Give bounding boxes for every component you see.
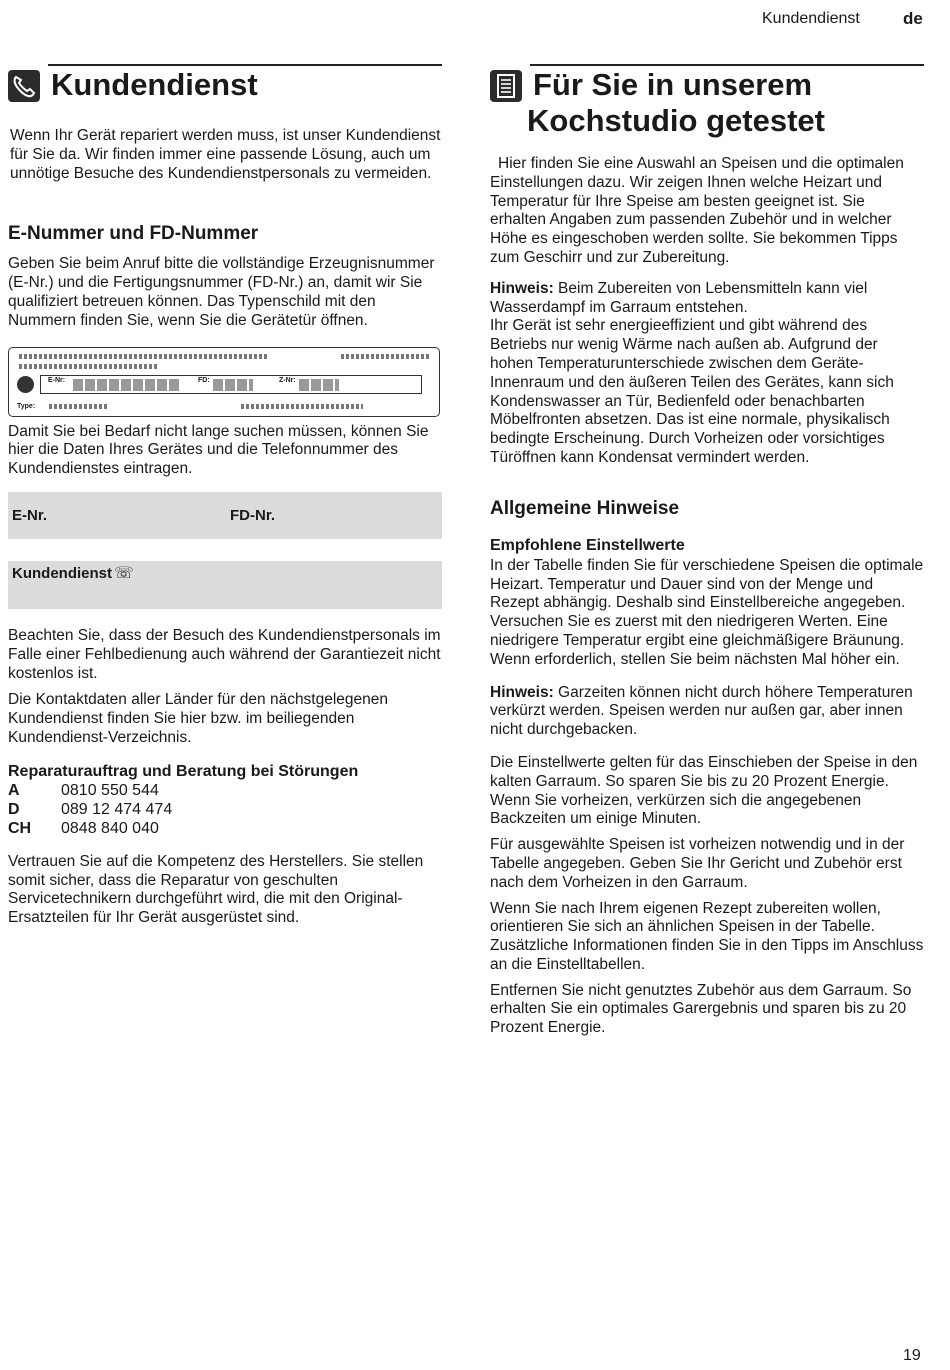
note-text: Beim Zubereiten von Lebensmitteln kann viel Wasserdampf im Garraum entstehen. [490, 279, 868, 316]
note-label: Hinweis: [490, 683, 554, 701]
note-text: Garzeiten können nicht durch höhere Temperaturen verkürzt werden. Speisen werden nur außen gar, aber innen nicht durchgebacken. [490, 683, 913, 739]
condensation-text: Ihr Gerät ist sehr energieeffizient und gibt während des Betriebs nur wenig Wärme nach außen ab. Aufgrund der hohen Temperaturunterschiede zwischen dem Geräte-Innenraum und den äußeren Teilen des Gerätes, kann sich Kondenswasser an Tür, Bedienfeld oder benachbarten Möbelfronten absetzen. Das ist eine normale, physikalisch bedingte Erscheinung. Durch Vorheizen oder vorsichtiges Türöffnen kann Kondensat vermindert werden. [490, 317, 894, 466]
kitchen-title-line-2: Kochstudio getestet [527, 103, 825, 138]
phone-icon [8, 70, 40, 102]
country-code: D [8, 800, 20, 818]
fdnr-field-label: FD-Nr. [230, 506, 275, 524]
document-icon [490, 70, 522, 102]
enr-text: Geben Sie beim Anruf bitte die vollständige Erzeugnisnummer (E-Nr.) und die Fertigungsnummer (FD-Nr.) an, damit wir Sie qualifiziert betreuen können. Das Typenschild mit den Nummern finden Sie, wenn Sie die Gerätetür öffnen. [8, 255, 435, 329]
telephone-icon: ☏ [114, 564, 135, 582]
contact-data-text: Die Kontaktdaten aller Länder für den nächstgelegenen Kundendienst finden Sie hier bzw. im beiliegenden Kundendienst-Verzeichnis. [8, 691, 389, 746]
intro-text: Wenn Ihr Gerät repariert werden muss, ist unser Kundendienst für Sie da. Wir finden immer eine passende Lösung, auch um unnötige Besuche des Kundendienstpersonals zu vermeiden. [10, 127, 441, 182]
plate-number-field [40, 375, 422, 394]
left-column [8, 64, 442, 928]
country-code: A [8, 781, 20, 799]
note-label: Hinweis: [490, 279, 554, 297]
trust-text: Vertrauen Sie auf die Kompetenz des Herstellers. Sie stellen somit sicher, dass die Reparatur von geschulten Servicetechnikern durchgeführt wird, die mit den Original-Ersatzteilen für Ihr Gerät ausgerüstet sind. [8, 852, 424, 927]
country-code: CH [8, 819, 32, 837]
brand-logo-icon [17, 376, 34, 393]
phone-row-austria [8, 781, 442, 800]
running-header-section: Kundendienst [762, 10, 860, 27]
page-title: Kundendienst [51, 67, 258, 102]
settings-heading: Empfohlene Einstellwerte [490, 536, 685, 554]
phone-number: 089 12 474 474 [61, 800, 173, 818]
steam-note [490, 280, 924, 318]
page-number: 19 [903, 1347, 921, 1364]
kitchen-title [490, 66, 924, 139]
enr-heading: E-Nummer und FD-Nummer [8, 223, 259, 245]
kitchen-intro-text: Hier finden Sie eine Auswahl an Speisen und die optimalen Einstellungen dazu. Wir zeigen Ihnen welche Heizart und Temperatur für Ihre Speise am besten geeignet ist. Sie erhalten Angaben zum passenden Zubehör und in welcher Höhe es eingeschoben werden sollte. Sie bekommen Tipps zum Geschirr und zur Zubereitung. [490, 155, 904, 266]
data-entry-text: Damit Sie bei Bedarf nicht lange suchen müssen, können Sie hier die Daten Ihres Gerätes und die Telefonnummer des Kundendienstes eintragen. [8, 422, 429, 478]
general-heading: Allgemeine Hinweise [490, 497, 680, 519]
plate-fd-label: FD: [198, 376, 210, 384]
cooking-time-note [490, 684, 924, 740]
phone-number: 0810 550 544 [61, 781, 159, 799]
service-field-label: Kundendienst [12, 564, 112, 582]
remove-accessories-text: Entfernen Sie nicht genutztes Zubehör aus dem Garraum. So erhalten Sie ein optimales Garergebnis und sparen bis zu 20 Prozent Energie. [490, 981, 912, 1037]
phone-row-switzerland [8, 819, 442, 838]
phone-row-germany [8, 800, 442, 819]
service-title-block [8, 66, 442, 103]
rating-plate-illustration [8, 347, 440, 417]
service-phone-entry-box[interactable] [8, 561, 442, 609]
service-phone-list [8, 781, 442, 838]
running-header-language: de [903, 9, 923, 28]
repair-heading: Reparaturauftrag und Beratung bei Störungen [8, 762, 359, 780]
right-column [490, 64, 924, 1038]
cold-oven-text: Die Einstellwerte gelten für das Einschieben der Speise in den kalten Garraum. So sparen Sie bis zu 20 Prozent Energie. Wenn Sie vorheizen, verkürzen sich die angegebenen Backzeiten um einige Minuten. [490, 753, 918, 828]
own-recipe-text: Wenn Sie nach Ihrem eigenen Rezept zubereiten wollen, orientieren Sie sich an ähnlichen Speisen in der Tabelle. Zusätzliche Informationen finden Sie in den Tipps im Anschluss an die Einstelltabellen. [490, 899, 924, 973]
visit-cost-text: Beachten Sie, dass der Besuch des Kundendienstpersonals im Falle einer Fehlbedienung auch während der Garantiezeit nicht kostenlos ist. [8, 626, 441, 682]
kitchen-title-line-1: Für Sie in unserem [533, 67, 813, 102]
enr-field-label: E-Nr. [12, 506, 48, 524]
settings-text: In der Tabelle finden Sie für verschiedene Speisen die optimale Heizart. Temperatur und Dauer sind von der Menge und Rezept abhängig. Deshalb sind Einstellbereiche angegeben. Versuchen Sie es zuerst mit den niedrigeren Werten. Eine niedrigere Temperatur ergibt eine gleichmäßigere Bräunung. Wenn erforderlich, stellen Sie beim nächsten Mal höher ein. [490, 556, 924, 668]
plate-enr-label: E-Nr: [48, 376, 66, 384]
plate-type-label: Type: [17, 402, 36, 410]
kitchen-title-block [490, 66, 924, 139]
device-number-entry-box[interactable] [8, 492, 442, 539]
phone-number: 0848 840 040 [61, 819, 159, 837]
plate-znr-label: Z-Nr: [279, 376, 296, 384]
preheat-text: Für ausgewählte Speisen ist vorheizen notwendig und in der Tabelle angegeben. Geben Sie Ihr Gericht und Zubehör erst nach dem Vorheizen in den Garraum. [490, 836, 905, 891]
